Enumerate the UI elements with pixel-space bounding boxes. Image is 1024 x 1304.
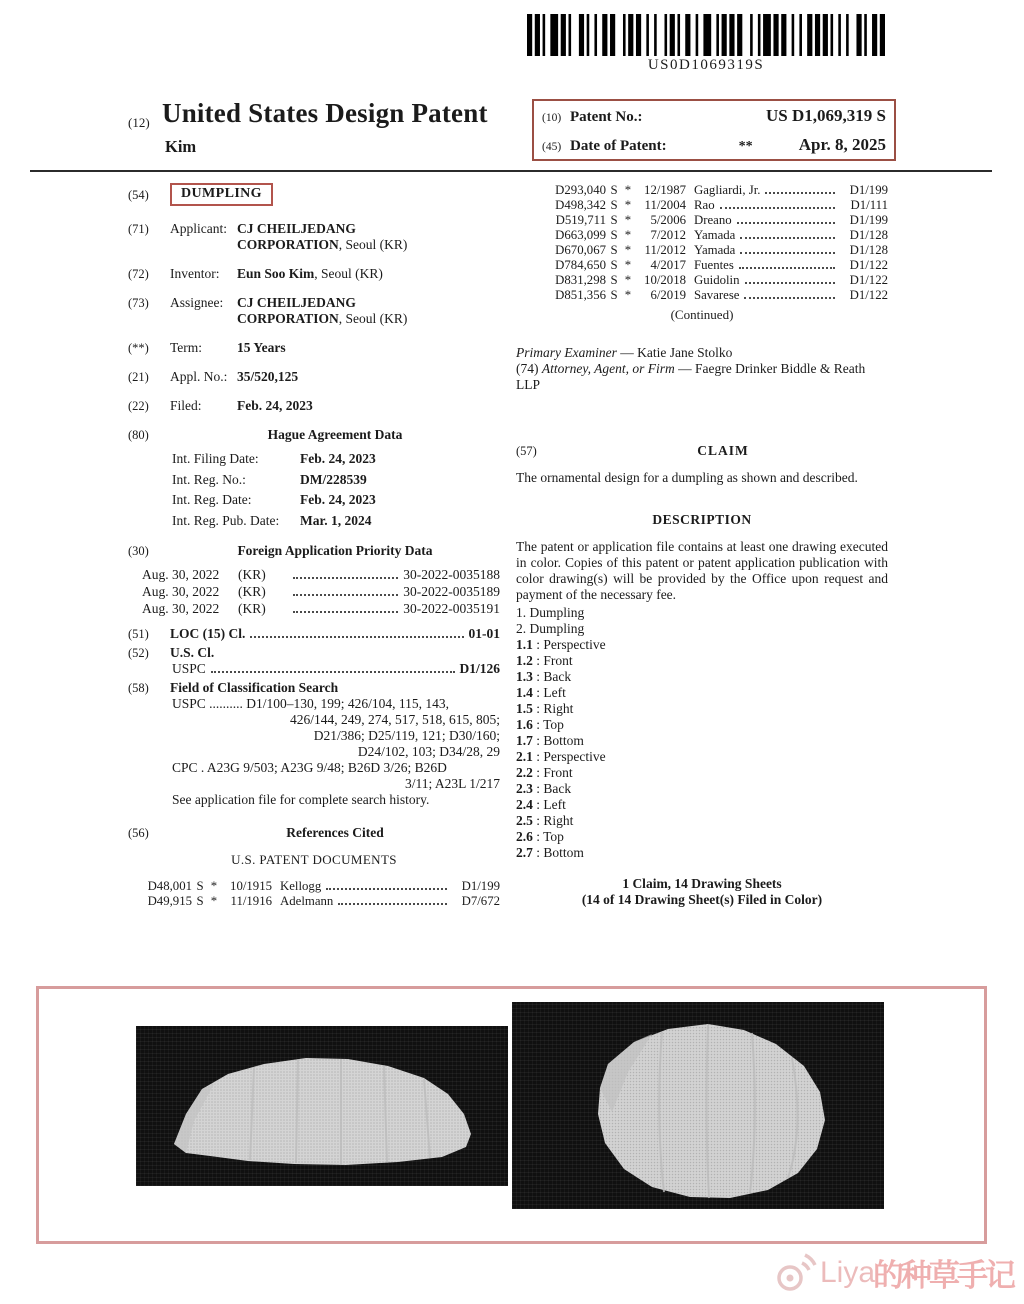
ref-star: * <box>624 198 632 212</box>
priority-heading-row <box>128 543 500 559</box>
appl-no-entry <box>128 369 500 385</box>
hague-row-label: Int. Reg. No.: <box>172 471 246 487</box>
ref-star: * <box>210 878 218 893</box>
ref-star: * <box>210 893 218 908</box>
hague-row <box>172 451 500 467</box>
view-line <box>516 717 888 733</box>
hague-row-value: Feb. 24, 2023 <box>300 451 376 466</box>
view-number: 1.6 <box>516 717 533 732</box>
dot-leader <box>737 221 835 224</box>
field-search-heading-row <box>128 680 500 696</box>
continued-note: (Continued) <box>670 307 734 322</box>
assignee-name: CJ CHEILJEDANG CORPORATION <box>237 295 356 326</box>
priority-number: 30-2022-0035188 <box>403 566 500 582</box>
references-heading-row <box>128 825 500 841</box>
view-label: : Back <box>532 669 572 684</box>
ref-date: 4/2017 <box>650 258 686 272</box>
watermark-cjk-text: 的种草手记 <box>873 1258 1014 1294</box>
ref-class: D1/128 <box>849 243 888 257</box>
ref-class: D1/128 <box>849 228 888 242</box>
hague-row <box>172 472 500 488</box>
ref-class: D1/122 <box>849 258 888 272</box>
claim-code: (57) <box>516 444 537 458</box>
ref-date: 11/2004 <box>644 198 686 212</box>
classification-line: See application file for complete search history. <box>172 791 430 807</box>
view-line <box>516 813 888 829</box>
field-search-code: (58) <box>128 680 149 695</box>
ref-class: D1/199 <box>849 183 888 197</box>
date-stars: ** <box>738 139 753 154</box>
view-label: : Right <box>532 701 574 716</box>
ref-number: D831,298 <box>555 273 606 287</box>
ref-number: D498,342 <box>555 198 606 212</box>
ref-class: D1/122 <box>849 288 888 302</box>
ref-number: D784,650 <box>555 258 606 272</box>
ref-star: * <box>624 183 632 197</box>
classification-line: D21/386; D25/119, 121; D30/160; <box>313 727 500 743</box>
view-line <box>516 685 888 701</box>
view-number: 2.5 <box>516 813 533 828</box>
loc-code: (51) <box>128 626 149 641</box>
dot-leader <box>739 266 835 269</box>
ref-number: D851,356 <box>555 288 606 302</box>
ref-name: Savarese <box>694 288 740 302</box>
view-line <box>516 829 888 845</box>
date-of-patent-row <box>542 135 886 155</box>
loc-value: 01-01 <box>468 625 500 641</box>
ref-star: * <box>624 213 632 227</box>
inventor-surname: Kim <box>165 137 197 156</box>
field-search-lines <box>128 696 500 808</box>
loc-entry <box>128 626 500 642</box>
date-label: Date of Patent: <box>570 138 667 154</box>
ref-date: 10/2018 <box>644 273 686 287</box>
page-title: United States Design Patent <box>162 98 488 128</box>
inventor-label: Inventor: <box>170 266 220 281</box>
applicant-value <box>237 221 449 253</box>
attorney-code: (74) <box>516 361 539 376</box>
ref-star: * <box>624 243 632 257</box>
priority-number: 30-2022-0035189 <box>403 583 500 599</box>
priority-date: Aug. 30, 2022 <box>142 566 220 582</box>
ref-class: D1/199 <box>461 878 500 893</box>
view-label: : Top <box>532 829 564 844</box>
reference-row <box>546 288 888 303</box>
examiner-block <box>516 345 888 393</box>
ref-date: 7/2012 <box>650 228 686 242</box>
ref-date: 6/2019 <box>650 288 686 302</box>
term-label: Term: <box>170 340 203 355</box>
right-column <box>516 183 888 908</box>
uscl-code: (52) <box>128 645 149 660</box>
view-number: 2.4 <box>516 797 533 812</box>
date-value: Apr. 8, 2025 <box>798 135 886 154</box>
classification-line: 426/144, 249, 274, 517, 518, 615, 805; <box>289 711 500 727</box>
hague-row-value: Feb. 24, 2023 <box>300 492 376 507</box>
reference-row <box>132 894 500 909</box>
priority-row <box>142 584 500 600</box>
view-label: : Left <box>532 797 566 812</box>
left-reference-rows <box>128 879 500 909</box>
filed-code: (22) <box>128 399 149 413</box>
classification-line: CPC . A23G 9/503; A23G 9/48; B26D 3/26; B26D <box>172 759 447 775</box>
term-value: 15 Years <box>237 340 286 355</box>
view-label: : Front <box>532 653 573 668</box>
reference-row <box>546 273 888 288</box>
hague-row <box>172 513 500 529</box>
view-line <box>516 845 888 861</box>
ref-name: Dreano <box>694 213 732 227</box>
applicant-label: Applicant: <box>170 221 227 236</box>
barcode-text: US0D1069319S <box>647 57 765 73</box>
ref-number: D49,915 <box>147 893 192 908</box>
priority-rows <box>128 567 500 617</box>
view-number: 1. <box>516 605 527 620</box>
view-number: 1.2 <box>516 653 533 668</box>
ref-kind: S <box>610 228 618 242</box>
title-code: (54) <box>128 187 149 202</box>
ref-name: Yamada <box>694 243 736 257</box>
ref-date: 11/2012 <box>644 243 686 257</box>
view-label: : Perspective <box>532 637 606 652</box>
sheets-line-1: 1 Claim, 14 Drawing Sheets <box>622 876 782 891</box>
ref-date: 5/2006 <box>650 213 686 227</box>
ref-name: Adelmann <box>280 893 334 908</box>
attorney-line <box>516 361 888 393</box>
priority-row <box>142 567 500 583</box>
dot-leader <box>293 610 398 613</box>
view-line <box>516 749 888 765</box>
reference-row <box>546 198 888 213</box>
uscl-entry <box>128 645 500 661</box>
appl-no-label: Appl. No.: <box>170 369 228 384</box>
view-number: 2.3 <box>516 781 533 796</box>
term-code: (**) <box>128 341 149 355</box>
view-line <box>516 637 888 653</box>
view-label: : Left <box>532 685 566 700</box>
patent-no-value: US D1,069,319 S <box>766 106 886 125</box>
view-line <box>516 701 888 717</box>
ref-number: D48,001 <box>147 878 192 893</box>
ref-date: 11/1916 <box>230 893 272 908</box>
title-entry <box>128 183 500 206</box>
view-number: 2.7 <box>516 845 533 860</box>
ref-number: D670,067 <box>555 243 606 257</box>
applicant-rest: , Seoul (KR) <box>338 237 408 252</box>
ref-name: Guidolin <box>694 273 740 287</box>
left-column <box>128 183 500 909</box>
description-text: The patent or application file contains at least one drawing executed in color. Copies of this patent or patent application publication with color drawing(s) will be provided by the Office upon request and payment of the necessary fee. <box>516 539 888 602</box>
ref-star: * <box>624 258 632 272</box>
kind-code: (12) <box>128 115 150 130</box>
primary-examiner-line <box>516 345 888 361</box>
ref-kind: S <box>610 198 618 212</box>
priority-country: (KR) <box>238 600 266 616</box>
ref-class: D7/672 <box>461 893 500 908</box>
figure-box <box>36 986 987 1244</box>
header-rule <box>30 170 992 172</box>
references-heading: References Cited <box>286 824 384 840</box>
view-line <box>516 733 888 749</box>
ref-name: Fuentes <box>694 258 734 272</box>
patent-number-box <box>532 99 896 161</box>
ref-class: D1/199 <box>849 213 888 227</box>
reference-row <box>546 243 888 258</box>
applicant-name: CJ CHEILJEDANG CORPORATION <box>237 221 356 252</box>
loc-label: LOC (15) Cl. <box>170 625 246 641</box>
classification-line: USPC .......... D1/100–130, 199; 426/104, 115, 143, <box>172 695 450 711</box>
classification-line: D24/102, 103; D34/28, 29 <box>357 743 500 759</box>
view-label: : Top <box>532 717 564 732</box>
claim-heading-row <box>516 443 888 459</box>
attorney-firm: — Faegre Drinker Biddle & Reath LLP <box>516 361 866 392</box>
ref-kind: S <box>610 288 618 302</box>
assignee-value <box>237 295 449 327</box>
dot-leader <box>293 593 398 596</box>
view-line <box>516 653 888 669</box>
right-reference-rows <box>516 183 888 303</box>
inventor-name: Eun Soo Kim <box>237 266 315 281</box>
watermark-latin-text: Liya <box>820 1255 876 1289</box>
ref-name: Gagliardi, Jr. <box>694 183 761 197</box>
dot-leader <box>250 635 463 638</box>
priority-country: (KR) <box>238 583 266 599</box>
ref-kind: S <box>610 243 618 257</box>
view-label: : Back <box>532 781 572 796</box>
assignee-code: (73) <box>128 296 149 310</box>
hague-code: (80) <box>128 428 149 442</box>
dot-leader <box>740 251 835 254</box>
ref-number: D293,040 <box>555 183 606 197</box>
reference-row <box>546 228 888 243</box>
dot-leader <box>326 887 447 890</box>
view-number: 1.7 <box>516 733 533 748</box>
weibo-camera-icon <box>772 1251 818 1295</box>
priority-country: (KR) <box>238 566 266 582</box>
hague-row-label: Int. Filing Date: <box>172 451 259 466</box>
view-label: : Perspective <box>532 749 606 764</box>
ref-date: 12/1987 <box>644 183 686 197</box>
ref-number: D663,099 <box>555 228 606 242</box>
attorney-label: Attorney, Agent, or Firm <box>541 361 675 376</box>
ref-number: D519,711 <box>555 213 606 227</box>
priority-row <box>142 601 500 617</box>
sheets-line-2: (14 of 14 Drawing Sheet(s) Filed in Color) <box>581 892 823 907</box>
classification-line: 3/11; A23L 1/217 <box>404 775 500 791</box>
ref-kind: S <box>610 213 618 227</box>
ref-star: * <box>624 228 632 242</box>
applicant-entry <box>128 221 500 253</box>
ref-kind: S <box>610 258 618 272</box>
view-number: 1.3 <box>516 669 533 684</box>
ref-date: 10/1915 <box>230 878 272 893</box>
barcode <box>527 14 885 74</box>
assignee-rest: , Seoul (KR) <box>338 311 408 326</box>
appl-no-value: 35/520,125 <box>237 369 299 384</box>
view-label: Dumpling <box>526 605 585 620</box>
priority-date: Aug. 30, 2022 <box>142 583 220 599</box>
ref-name: Kellogg <box>280 878 322 893</box>
view-line <box>516 669 888 685</box>
assignee-entry <box>128 295 500 327</box>
design-title: DUMPLING <box>170 183 273 206</box>
dot-leader <box>744 296 835 299</box>
view-label: : Bottom <box>532 733 584 748</box>
date-code: (45) <box>542 141 562 153</box>
dumpling-front-image <box>136 1026 508 1186</box>
inventor-code: (72) <box>128 267 149 281</box>
description-heading: DESCRIPTION <box>652 512 752 527</box>
hague-row <box>172 492 500 508</box>
dot-leader <box>293 576 398 579</box>
barcode-bars-icon <box>527 14 885 56</box>
view-number: 1.1 <box>516 637 533 652</box>
claim-text: The ornamental design for a dumpling as shown and described. <box>516 470 858 485</box>
dumpling-perspective-image <box>512 1002 884 1209</box>
hague-row-label: Int. Reg. Pub. Date: <box>172 512 280 528</box>
view-number: 2.1 <box>516 749 533 764</box>
ref-kind: S <box>196 878 204 893</box>
view-label: : Front <box>532 765 573 780</box>
hague-row-value: DM/228539 <box>300 471 367 487</box>
reference-row <box>546 213 888 228</box>
view-line <box>516 605 888 621</box>
inventor-rest: , Seoul (KR) <box>314 266 383 281</box>
view-line <box>516 765 888 781</box>
ref-name: Yamada <box>694 228 736 242</box>
view-label: Dumpling <box>526 621 585 636</box>
ref-star: * <box>624 273 632 287</box>
dot-leader <box>740 236 835 239</box>
ref-class: D1/111 <box>850 198 888 212</box>
view-label: : Right <box>532 813 574 828</box>
priority-code: (30) <box>128 543 149 558</box>
primary-examiner-name: — Katie Jane Stolko <box>616 345 733 360</box>
assignee-label: Assignee: <box>170 295 224 310</box>
view-line <box>516 621 888 637</box>
field-search-heading: Field of Classification Search <box>170 679 339 695</box>
patent-no-label: Patent No.: <box>570 109 643 125</box>
view-number: 2. <box>516 621 527 636</box>
ref-star: * <box>624 288 632 302</box>
patent-no-row <box>542 106 886 126</box>
references-code: (56) <box>128 825 149 840</box>
view-number: 2.2 <box>516 765 533 780</box>
hague-row-label: Int. Reg. Date: <box>172 492 252 507</box>
claim-section <box>516 443 888 486</box>
reference-row <box>132 879 500 894</box>
reference-row <box>546 258 888 273</box>
ref-class: D1/122 <box>849 273 888 287</box>
inventor-entry <box>128 266 500 282</box>
view-number: 1.4 <box>516 685 533 700</box>
priority-heading: Foreign Application Priority Data <box>237 542 433 558</box>
ref-name: Rao <box>694 198 715 212</box>
filed-entry <box>128 398 500 414</box>
us-patent-documents-heading: U.S. PATENT DOCUMENTS <box>231 851 397 867</box>
primary-examiner-label: Primary Examiner <box>516 345 617 360</box>
inventor-value <box>237 266 500 282</box>
view-number: 2.6 <box>516 829 533 844</box>
view-number: 1.5 <box>516 701 533 716</box>
sheets-summary <box>516 876 888 908</box>
priority-date: Aug. 30, 2022 <box>142 600 220 616</box>
dot-leader <box>211 670 455 673</box>
reference-row <box>546 183 888 198</box>
view-line <box>516 781 888 797</box>
priority-number: 30-2022-0035191 <box>403 600 500 616</box>
dot-leader <box>765 191 835 194</box>
uspc-entry <box>172 661 500 677</box>
uspc-value: D1/126 <box>459 660 500 676</box>
hague-row-value: Mar. 1, 2024 <box>300 512 372 528</box>
filed-value: Feb. 24, 2023 <box>237 398 313 413</box>
hague-heading-row <box>128 427 500 443</box>
dot-leader <box>720 206 835 209</box>
view-line <box>516 797 888 813</box>
uspc-label: USPC <box>172 660 206 676</box>
appl-no-code: (21) <box>128 370 149 384</box>
figure-panel-perspective <box>512 1002 884 1209</box>
claim-heading: CLAIM <box>697 443 749 458</box>
ref-kind: S <box>610 183 618 197</box>
patent-no-code: (10) <box>542 112 562 124</box>
applicant-code: (71) <box>128 222 149 236</box>
ref-kind: S <box>196 893 204 908</box>
view-list <box>516 605 888 861</box>
filed-label: Filed: <box>170 398 202 413</box>
view-label: : Bottom <box>532 845 584 860</box>
ref-kind: S <box>610 273 618 287</box>
hague-heading: Hague Agreement Data <box>267 427 403 442</box>
watermark <box>772 1250 1013 1295</box>
term-entry <box>128 340 500 356</box>
dot-leader <box>745 281 835 284</box>
uscl-label: U.S. Cl. <box>170 644 215 660</box>
figure-panel-front <box>136 1026 508 1186</box>
dot-leader <box>338 902 447 905</box>
hague-rows <box>172 451 500 529</box>
